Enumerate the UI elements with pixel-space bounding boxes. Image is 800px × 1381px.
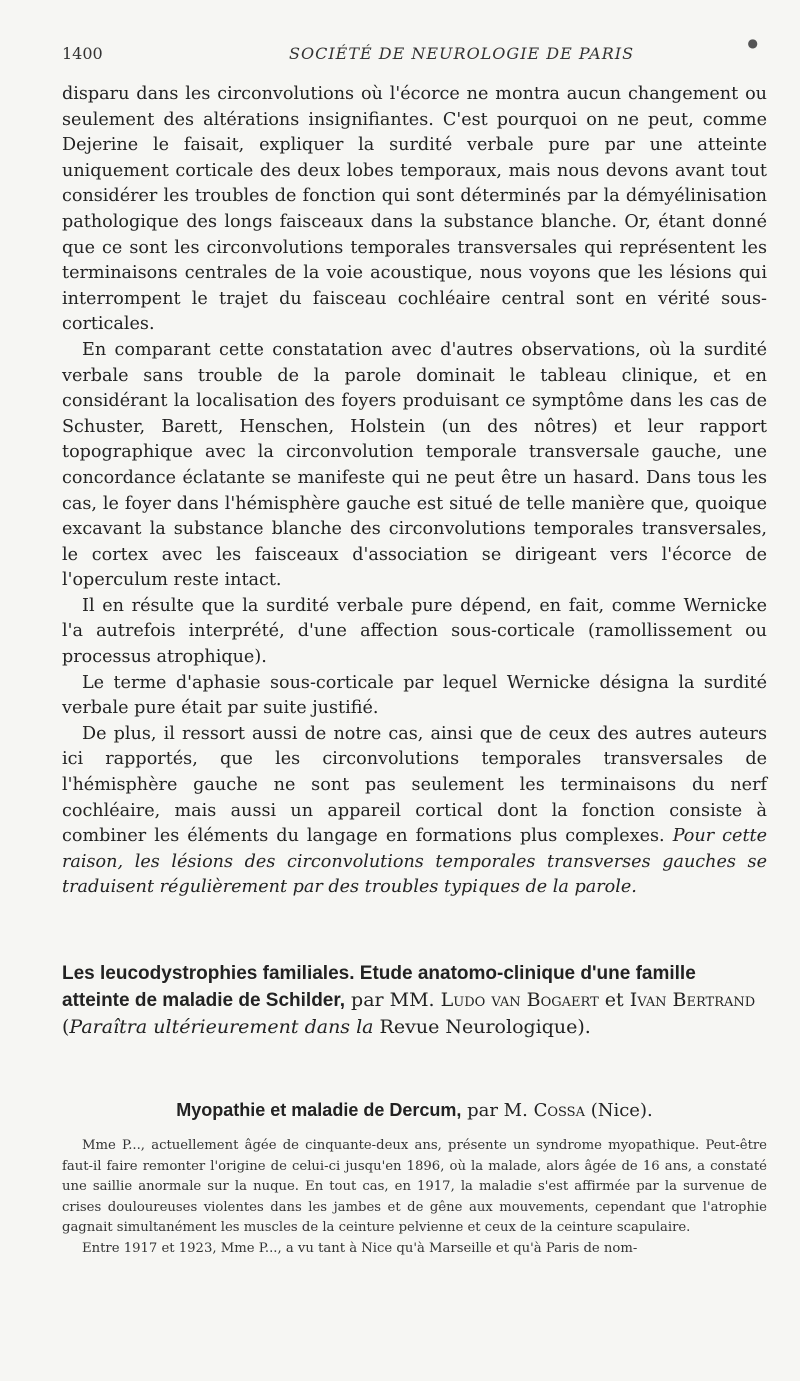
article-1-title: Les leucodystrophies familiales. Etude anatomo-clinique d'une famille atteinte de maladie de Schilder,	[62, 963, 696, 1011]
article-1-author-1: Ludo van Bogaert	[440, 989, 599, 1011]
article-1-note-open: (	[62, 1016, 70, 1038]
article-1-and: et	[598, 989, 630, 1011]
main-body-text	[62, 82, 767, 901]
paragraph-1: disparu dans les circonvolutions où l'écorce ne montra aucun changement ou seulement des altérations insignifiantes. C'est pourquoi on ne peut, comme Dejerine le faisait, expliquer la surdité verbale pure par une atteinte uniquement corticale des deux lobes temporaux, mais nous devons avant tout considérer les troubles de fonction qui sont déterminés par la démyélinisation pathologique des longs faisceaux dans la substance blanche. Or, étant donné que ce sont les circonvolutions temporales transversales qui représentent les terminaisons centrales de la voie acoustique, nous voyons que les lésions qui interrompent le trajet du faisceau cochléaire central sont en vérité sous-corticales.	[62, 84, 767, 335]
article-2-by: par M.	[461, 1100, 534, 1121]
article-1-by: par MM.	[345, 989, 441, 1011]
article-2-paragraph-2: Entre 1917 et 1923, Mme P..., a vu tant à Nice qu'à Marseille et qu'à Paris de nom-	[82, 1240, 638, 1256]
article-2-title: Myopathie et maladie de Dercum,	[176, 1100, 462, 1120]
article-myopathie-heading	[62, 1100, 767, 1121]
article-leucodystrophies	[62, 960, 767, 1040]
paragraph-2: En comparant cette constatation avec d'autres observations, où la surdité verbale sans trouble de la parole dominait le tableau clinique, et en considérant la localisation des foyers produisant ce symptôme dans les cas de Schuster, Barett, Henschen, Holstein (un des nôtres) et leur rapport topographique avec la circonvolution temporale transversale gauche, une concordance éclatante se manifeste qui ne peut être un hasard. Dans tous les cas, le foyer dans l'hémisphère gauche est situé de telle manière que, quoique excavant la substance blanche des circonvolutions temporales transversales, le cortex avec les faisceaux d'association se dirigeant vers l'écorce de l'operculum reste intact.	[62, 339, 767, 591]
paragraph-5	[62, 722, 767, 901]
article-2-body	[62, 1136, 767, 1259]
article-2-author: Cossa	[533, 1100, 585, 1121]
article-1-journal: Revue Neurologique	[373, 1016, 578, 1038]
article-1-note: Paraîtra ultérieurement dans la	[69, 1016, 374, 1038]
paragraph-5-text: De plus, il ressort aussi de notre cas, ainsi que de ceux des autres auteurs ici rapportés, que les circonvolutions temporales transversales de l'hémisphère gauche ne sont pas seulement les terminaisons du nerf cochléaire, mais aussi un appareil cortical dont la fonction consiste à combiner les éléments du langage en formations plus complexes.	[62, 723, 767, 847]
page-number: 1400	[62, 44, 103, 63]
article-1-author-2: Ivan Bertrand	[629, 989, 756, 1011]
article-2-location: (Nice).	[584, 1100, 653, 1121]
article-2-paragraph-1: Mme P..., actuellement âgée de cinquante-deux ans, présente un syndrome myopathique. Peut-être faut-il faire remonter l'origine de celui-ci jusqu'en 1896, où la malade, alors âgée de 16 ans, a constaté une saillie anormale sur la nuque. En tout cas, en 1917, la maladie s'est affirmée par la survenue de crises douloureuses violentes dans les jambes et de gêne aux mouvements, cependant que l'atrophie gagnait simultanément les muscles de la ceinture pelvienne et ceux de la ceinture scapulaire.	[62, 1138, 767, 1235]
paragraph-5-conclusion: Pour cette raison, les lésions des circonvolutions temporales transverses gauches se traduisent régulièrement par des troubles typiques de la parole.	[62, 826, 767, 898]
ink-dot-mark: ●	[747, 36, 758, 50]
paragraph-3: Il en résulte que la surdité verbale pure dépend, en fait, comme Wernicke l'a autrefois interprété, d'une affection sous-corticale (ramollissement ou processus atrophique).	[62, 595, 767, 668]
page-header	[62, 44, 760, 63]
running-title: SOCIÉTÉ DE NEUROLOGIE DE PARIS	[289, 44, 635, 63]
article-1-note-close: ).	[577, 1016, 591, 1038]
paragraph-4: Le terme d'aphasie sous-corticale par lequel Wernicke désigna la surdité verbale pure était par suite justifié.	[62, 672, 767, 719]
